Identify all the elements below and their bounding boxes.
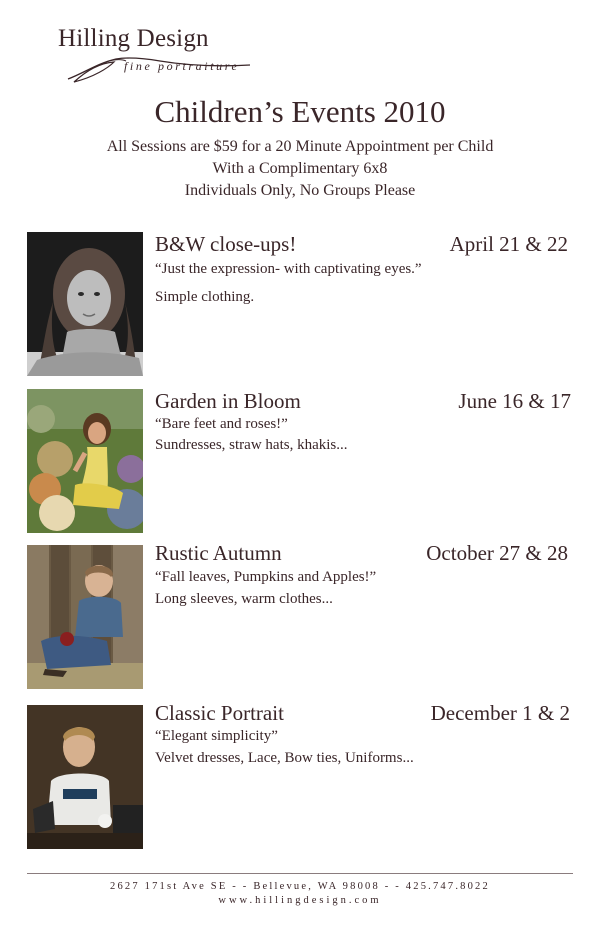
event-clothing-garden: Sundresses, straw hats, khakis... <box>155 437 348 453</box>
event-date-garden: June 16 & 17 <box>458 389 571 413</box>
event-quote-classic: “Elegant simplicity” <box>155 728 278 744</box>
event-photo-garden-girl <box>27 389 143 533</box>
event-quote-garden: “Bare feet and roses!” <box>155 416 288 432</box>
session-price-line: All Sessions are $59 for a 20 Minute Appointment per Child <box>106 138 494 155</box>
event-photo-classic-boy <box>27 705 143 849</box>
event-name-autumn: Rustic Autumn <box>155 541 282 565</box>
event-quote-bw: “Just the expression- with captivating eyes.” <box>155 261 422 277</box>
event-photo-autumn-boy <box>27 545 143 689</box>
footer-divider <box>27 873 573 874</box>
individuals-line: Individuals Only, No Groups Please <box>184 182 416 199</box>
logo-subtitle: fine portraiture <box>124 59 240 73</box>
event-clothing-classic: Velvet dresses, Lace, Bow ties, Uniforms... <box>155 750 414 766</box>
event-clothing-autumn: Long sleeves, warm clothes... <box>155 591 333 607</box>
footer-address: 2627 171st Ave SE - - Bellevue, WA 98008 - - 425.747.8022 <box>110 881 490 892</box>
footer-website-link[interactable]: www.hillingdesign.com <box>218 895 382 906</box>
logo-title: Hilling Design <box>58 25 209 52</box>
event-date-autumn: October 27 & 28 <box>426 541 568 565</box>
event-date-bw: April 21 & 22 <box>449 232 568 256</box>
event-name-garden: Garden in Bloom <box>155 389 301 413</box>
page-title: Children’s Events 2010 <box>154 94 446 129</box>
event-name-bw: B&W close-ups! <box>155 232 297 256</box>
event-clothing-bw: Simple clothing. <box>155 289 255 305</box>
complimentary-line: With a Complimentary 6x8 <box>212 160 388 177</box>
logo <box>58 25 288 85</box>
event-photo-bw-girl <box>27 232 143 376</box>
event-name-classic: Classic Portrait <box>155 701 284 725</box>
event-quote-autumn: “Fall leaves, Pumpkins and Apples!” <box>155 569 377 585</box>
event-date-classic: December 1 & 2 <box>430 701 570 725</box>
